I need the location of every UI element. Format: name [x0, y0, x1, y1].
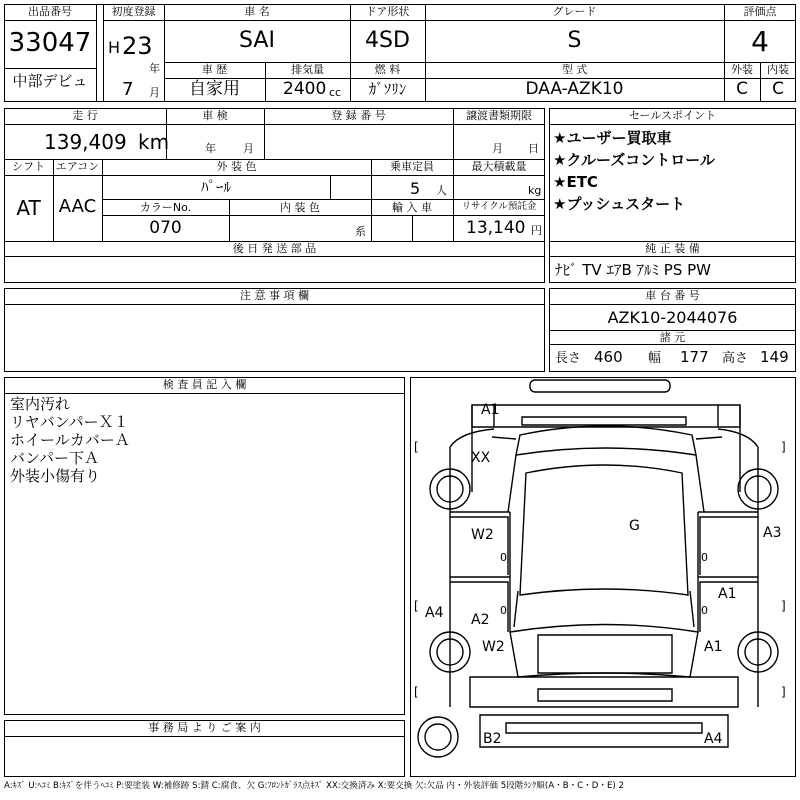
capacity-unit: 人 — [436, 184, 447, 197]
car-name: SAI — [239, 28, 275, 53]
shift: AT — [16, 196, 41, 220]
door-handle-mark: 0 — [500, 604, 507, 617]
reg-year: 23 — [122, 32, 153, 60]
history-label: 車 歴 — [201, 63, 228, 76]
transfer-day-unit: 日 — [528, 142, 539, 155]
ext-grade: C — [736, 79, 748, 99]
inspection-year-unit: 年 — [205, 142, 216, 155]
damage-mark: A1 — [718, 586, 737, 602]
displacement-unit: cc — [329, 86, 342, 99]
reg-no-label: 登 録 番 号 — [331, 109, 386, 122]
car-name-label: 車 名 — [244, 5, 270, 18]
damage-mark: A1 — [481, 402, 500, 418]
door-handle-mark: 0 — [701, 551, 708, 564]
inspector-line: バンパー下Ａ — [10, 449, 99, 467]
damage-mark: A1 — [704, 639, 723, 655]
grade: S — [567, 28, 582, 53]
score-label: 評価点 — [743, 5, 777, 18]
damage-mark: W2 — [471, 527, 494, 543]
ext-grade-label: 外装 — [731, 63, 753, 76]
int-grade: C — [772, 79, 784, 99]
car-diagram — [410, 377, 796, 777]
legend: A:ｷｽﾞ U:ﾍｺﾐ B:ｷｽﾞを伴うﾍｺﾐ P:要塗装 W:補修跡 S:錆 C:腐食、欠 G:ﾌﾛﾝﾄｶﾞﾗｽ点ｷｽﾞ XX:交換済み X:要交換 欠:欠品 内・外装評価 5段階ﾗﾝｸ順(A・B・C・D・E) 2 — [4, 781, 624, 791]
damage-mark: XX — [471, 450, 491, 466]
inspector-line: 室内汚れ — [10, 395, 71, 413]
chassis-no: AZK10-2044076 — [607, 308, 738, 327]
model-label: 型 式 — [561, 63, 588, 76]
shift-label: シフト — [12, 160, 45, 173]
month-unit: 月 — [149, 86, 160, 99]
inspector-line: ホイールカバーＡ — [10, 431, 130, 449]
equipment-label: 純 正 装 備 — [645, 242, 700, 255]
lot-no-label: 出品番号 — [28, 5, 72, 18]
chassis-label: 車 台 番 号 — [645, 289, 700, 302]
recycle-fee: 13,140 — [466, 218, 526, 238]
width: 177 — [680, 348, 709, 366]
length: 460 — [594, 348, 623, 366]
year-unit: 年 — [149, 62, 160, 75]
bracket-mark: [ — [414, 440, 419, 454]
reg-month: 7 — [122, 79, 134, 100]
damage-mark: B2 — [483, 731, 502, 747]
door-type: 4SD — [365, 28, 410, 53]
transfer-month-unit: 月 — [492, 142, 503, 155]
height: 149 — [760, 348, 789, 366]
office-label: 事 務 局 よ り ご 案 内 — [148, 721, 261, 734]
color-no: 070 — [149, 218, 182, 238]
capacity: 5 — [410, 179, 421, 198]
selling-point-item: ★ユーザー買取車 — [553, 129, 672, 147]
inspector-line: 外装小傷有り — [10, 467, 101, 485]
inspection-label: 車 検 — [202, 109, 228, 122]
width-label: 幅 — [648, 351, 662, 366]
history: 自家用 — [189, 79, 240, 99]
int-grade-label: 内装 — [767, 63, 789, 76]
fuel-label: 燃 料 — [374, 63, 401, 76]
capacity-label: 乗車定員 — [390, 160, 434, 173]
ext-color-label: 外 装 色 — [216, 160, 257, 173]
mileage-label: 走 行 — [72, 109, 98, 122]
era: H — [108, 38, 121, 57]
damage-mark: A3 — [763, 525, 782, 541]
bracket-mark: [ — [414, 685, 419, 699]
bracket-mark: [ — [414, 599, 419, 613]
debut-label: 中部デビュ — [12, 72, 88, 90]
model: DAA-AZK10 — [525, 79, 624, 99]
first-reg-label: 初度登録 — [111, 5, 156, 18]
selling-points-label: セールスポイント — [628, 109, 716, 122]
selling-point-item: ★プッシュスタート — [553, 195, 686, 213]
height-label: 高さ — [722, 351, 749, 366]
selling-point-item: ★ETC — [553, 173, 598, 191]
inspector-label: 検 査 員 記 入 欄 — [162, 378, 247, 391]
ac: AAC — [58, 196, 97, 217]
int-color-label: 内 装 色 — [280, 201, 320, 214]
door-label: ドア形状 — [365, 5, 410, 18]
score: 4 — [751, 25, 769, 58]
equipment-value: ﾅﾋﾞ TV ｴｱB ｱﾙﾐ PS PW — [555, 261, 711, 279]
displacement-label: 排気量 — [291, 63, 324, 76]
damage-mark: W2 — [482, 639, 505, 655]
inspection-month-unit: 月 — [243, 142, 254, 155]
load-label: 最大積載量 — [471, 160, 527, 173]
transfer-label: 譲渡書類期限 — [466, 109, 532, 122]
door-handle-mark: 0 — [701, 604, 708, 617]
recycle-label: リサイクル預託金 — [461, 201, 537, 212]
load-unit: kg — [528, 184, 542, 197]
color-no-label: カラーNo. — [139, 201, 192, 214]
displacement: 2400 — [283, 79, 327, 99]
recycle-unit: 円 — [531, 224, 542, 237]
fuel: ｶﾞｿﾘﾝ — [368, 80, 407, 98]
grade-label: グレード — [552, 5, 597, 18]
lot-no: 33047 — [8, 28, 92, 58]
mileage-unit: km — [138, 130, 170, 154]
ac-label: エアコン — [55, 160, 100, 173]
bracket-mark: ] — [781, 440, 786, 454]
door-handle-mark: 0 — [500, 551, 507, 564]
damage-mark: A4 — [704, 731, 723, 747]
ext-color: ﾊﾟｰﾙ — [200, 178, 231, 196]
selling-point-item: ★クルーズコントロール — [553, 151, 715, 169]
inspector-line: リヤバンパーＸ１ — [10, 413, 129, 431]
notes-label: 注 意 事 項 欄 — [240, 289, 309, 302]
dims-label: 諸 元 — [659, 331, 686, 344]
damage-mark: G — [629, 518, 640, 534]
damage-mark: A4 — [425, 605, 444, 621]
damage-mark: A2 — [471, 612, 490, 628]
int-color-unit: 系 — [355, 225, 366, 238]
mileage: 139,409 — [44, 130, 127, 154]
length-label: 長さ — [555, 351, 582, 366]
bracket-mark: ] — [781, 685, 786, 699]
import-label: 輸 入 車 — [392, 201, 432, 214]
later-parts-label: 後 日 発 送 部 品 — [232, 242, 317, 255]
bracket-mark: ] — [781, 599, 786, 613]
